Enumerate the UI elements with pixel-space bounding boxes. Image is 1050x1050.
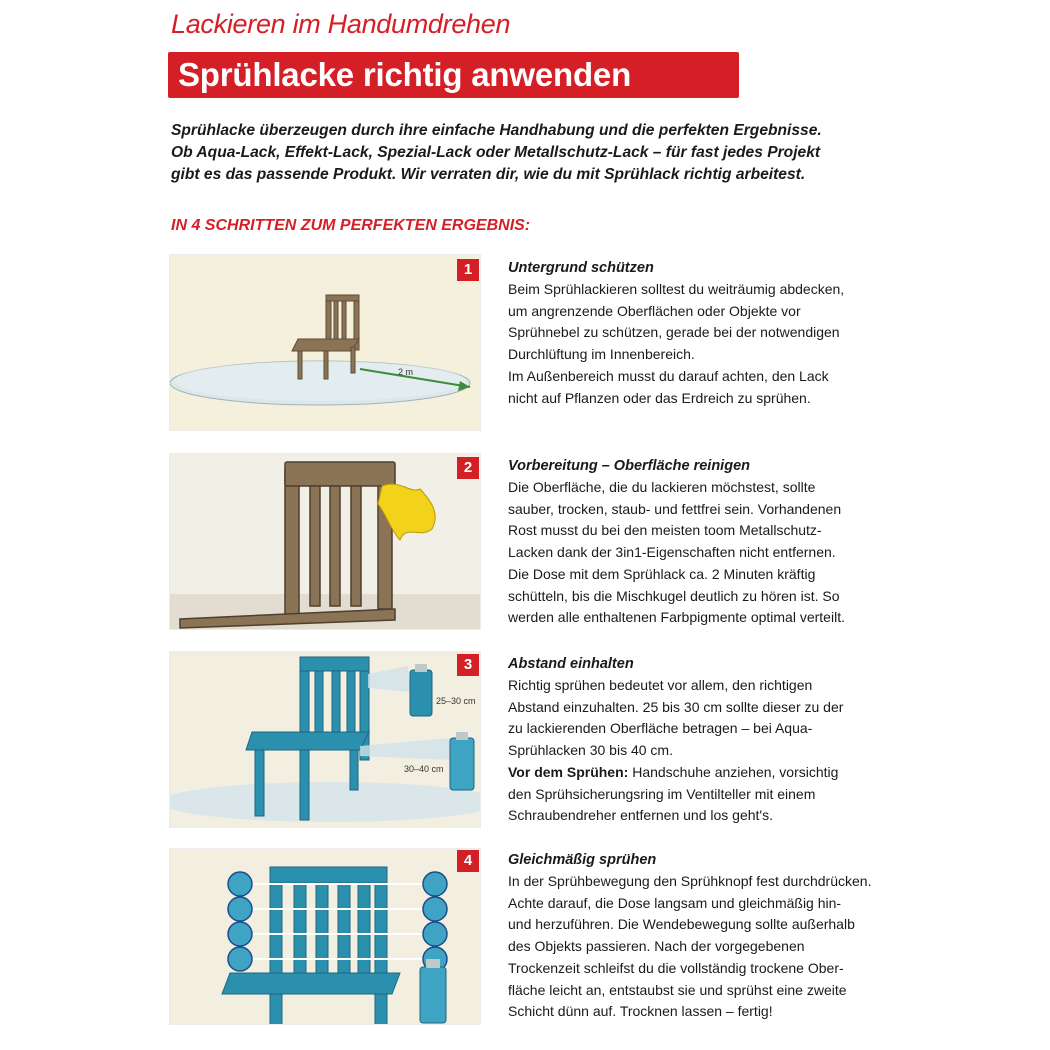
- step-number-badge: 1: [457, 259, 479, 281]
- step-2-illustration: [169, 453, 481, 630]
- step-number-badge: 3: [457, 654, 479, 676]
- step-line: sauber, trocken, staub- und fettfrei sein. Vorhandenen: [508, 500, 842, 517]
- step-line: Lacken dank der 3in1-Eigenschaften nicht entfernen.: [508, 544, 836, 561]
- intro-line: Sprühlacke überzeugen durch ihre einfache Handhabung und die perfekten Ergebnisse.: [171, 122, 822, 139]
- step-3-text: [508, 654, 908, 827]
- page-title: Sprühlacke richtig anwenden: [178, 56, 632, 93]
- step-line: Trockenzeit schleifst du die vollständig trockene Ober-: [508, 959, 844, 976]
- step-line: Abstand einzuhalten. 25 bis 30 cm sollte dieser zu der: [508, 698, 844, 715]
- step-line: Rost musst du bei den meisten toom Metallschutz-: [508, 522, 822, 539]
- step-body: [508, 871, 908, 1023]
- step-line: [508, 762, 908, 784]
- image-label: 2 m: [398, 367, 414, 377]
- step-line: Schicht dünn auf. Trocknen lassen – fertig!: [508, 1003, 773, 1020]
- step-line: In der Sprühbewegung den Sprühknopf fest durchdrücken.: [508, 873, 872, 889]
- step-1-illustration: [169, 254, 481, 431]
- step-4-illustration: [169, 848, 481, 1025]
- step-line: des Objekts passieren. Nach der vorgegebenen: [508, 938, 805, 955]
- step-3-illustration: [169, 651, 481, 828]
- step-line: Richtig sprühen bedeutet vor allem, den richtigen: [508, 677, 813, 693]
- bold-lead: Vor dem Sprühen:: [508, 763, 629, 780]
- step-number-badge: 4: [457, 850, 479, 872]
- image-label: 30–40 cm: [404, 764, 444, 774]
- step-line: schütteln, bis die Mischkugel deutlich zu hören ist. So: [508, 587, 840, 604]
- step-line: Achte darauf, die Dose langsam und gleichmäßig hin-: [508, 894, 842, 911]
- step-line: Schraubendreher entfernen und los geht's.: [508, 807, 773, 824]
- step-line: Die Oberfläche, die du lackieren möchstest, sollte: [508, 479, 816, 495]
- step-line: fläche leicht an, entstaubst sie und sprühst eine zweite: [508, 981, 847, 998]
- step-line: Die Dose mit dem Sprühlack ca. 2 Minuten kräftig: [508, 565, 816, 582]
- step-body: [508, 279, 908, 409]
- intro-paragraph: [171, 120, 911, 186]
- step-line: Sprühnebel zu schützen, gerade bei der notwendigen: [508, 324, 840, 341]
- step-line: zu lackierenden Oberfläche betragen – bei Aqua-: [508, 720, 813, 737]
- step-title: Gleichmäßig sprühen: [508, 852, 657, 868]
- step-line: den Sprühsicherungsring im Ventilteller mit einem: [508, 785, 816, 802]
- step-2-text: [508, 456, 908, 629]
- step-body: [508, 477, 908, 629]
- step-line: werden alle enthaltenen Farbpigmente optimal verteilt.: [508, 609, 845, 626]
- step-number-badge: 2: [457, 457, 479, 479]
- step-4-text: [508, 850, 908, 1023]
- step-1-text: [508, 258, 908, 409]
- step-line: Durchlüftung im Innenbereich.: [508, 346, 695, 363]
- step-line: nicht auf Pflanzen oder das Erdreich zu sprühen.: [508, 389, 811, 406]
- step-line: Sprühlacken 30 bis 40 cm.: [508, 742, 673, 759]
- intro-line: Ob Aqua-Lack, Effekt-Lack, Spezial-Lack oder Metallschutz-Lack – für fast jedes Projekt: [171, 144, 821, 161]
- step-title: Untergrund schützen: [508, 260, 654, 276]
- step-title: Abstand einhalten: [508, 656, 634, 672]
- intro-line: gibt es das passende Produkt. Wir verraten dir, wie du mit Sprühlack richtig arbeitest.: [171, 166, 806, 183]
- step-line-rest: Handschuhe anziehen, vorsichtig: [628, 763, 839, 780]
- kicker-heading: Lackieren im Handumdrehen: [171, 9, 511, 39]
- step-line: Im Außenbereich musst du darauf achten, den Lack: [508, 367, 829, 384]
- step-line: und herzuführen. Die Wendebewegung sollte außerhalb: [508, 916, 855, 933]
- section-heading: IN 4 SCHRITTEN ZUM PERFEKTEN ERGEBNIS:: [171, 217, 531, 234]
- step-line: Beim Sprühlackieren solltest du weiträumig abdecken,: [508, 281, 845, 297]
- step-line: um angrenzende Oberflächen oder Objekte vor: [508, 302, 801, 319]
- step-title: Vorbereitung – Oberfläche reinigen: [508, 458, 750, 474]
- image-label: 25–30 cm: [436, 696, 476, 706]
- step-body: [508, 675, 908, 827]
